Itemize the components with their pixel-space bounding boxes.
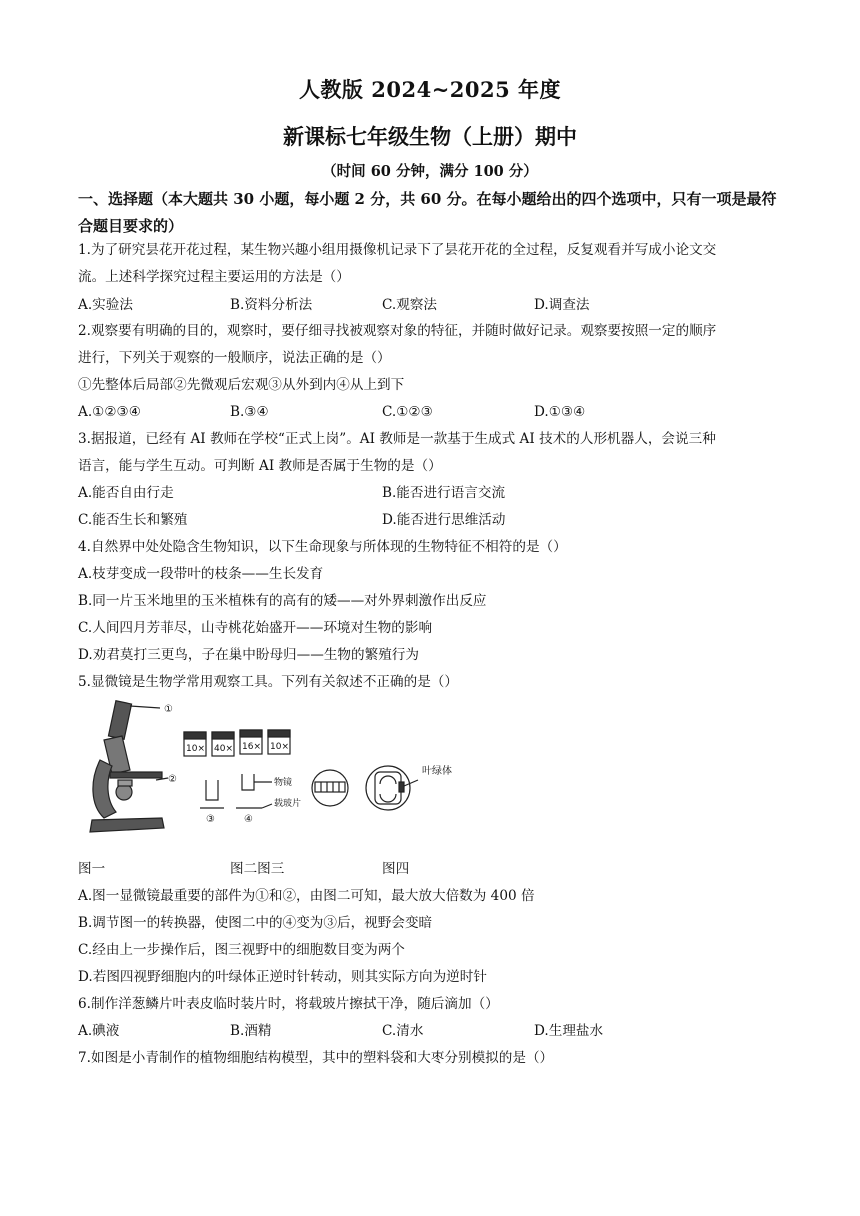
microscope-drawing [90, 701, 168, 832]
q1-option-a: A.实验法 [78, 297, 133, 313]
exam-info: （时间 60 分钟，满分 100 分） [322, 163, 538, 180]
q1-line1: 1.为了研究昙花开花过程，某生物兴趣小组用摄像机记录下了昙花开花的全过程，反复观看并写成小论文交 [78, 242, 717, 258]
q3-line1: 3.据报道，已经有 AI 教师在学校“正式上岗”。AI 教师是一款基于生成式 AI 技术的人形机器人，会说三种 [78, 431, 716, 447]
q2-line3: ①先整体后局部②先微观后宏观③从外到内④从上到下 [78, 377, 405, 393]
q4-option-a: A.枝芽变成一段带叶的枝条——生长发育 [78, 566, 324, 582]
fig-caption-2-3: 图二图三 [230, 861, 285, 877]
q1-option-b: B.资料分析法 [230, 297, 313, 313]
q4-option-b: B.同一片玉米地里的玉米植株有的高有的矮——对外界刺激作出反应 [78, 593, 487, 609]
objective-label: 物镜 [274, 778, 293, 788]
callout-1: ① [164, 704, 173, 715]
lens-label-1: 10× [186, 744, 205, 754]
q5-option-b: B.调节图一的转换器，使图二中的④变为③后，视野会变暗 [78, 915, 433, 931]
q2-option-d: D.①③④ [534, 404, 586, 420]
q5-option-c: C.经由上一步操作后，图三视野中的细胞数目变为两个 [78, 942, 405, 958]
q6-option-b: B.酒精 [230, 1023, 272, 1039]
lens-label-2: 40× [214, 744, 233, 754]
q7-line1: 7.如图是小青制作的植物细胞结构模型，其中的塑料袋和大枣分别模拟的是（） [78, 1050, 554, 1066]
chloroplast-cell [366, 766, 418, 810]
q6-option-a: A.碘液 [78, 1023, 120, 1039]
callout-4: ④ [244, 814, 253, 825]
q3-option-a: A.能否自由行走 [78, 485, 174, 501]
field-of-view-cells [312, 770, 348, 806]
q2-option-b: B.③④ [230, 404, 269, 420]
slide-label: 载玻片 [274, 799, 302, 809]
q2-line1: 2.观察要有明确的目的，观察时，要仔细寻找被观察对象的特征，并随时做好记录。观察要按照一定的顺序 [78, 323, 717, 339]
callout-2: ② [168, 774, 177, 785]
objective-distance-diagram [200, 774, 272, 808]
chloroplast-label: 叶绿体 [422, 766, 452, 777]
q1-line2: 流。上述科学探究过程主要运用的方法是（） [78, 269, 350, 285]
fig-caption-4: 图四 [382, 861, 410, 877]
exam-title-line2: 新课标七年级生物（上册）期中 [283, 124, 577, 149]
q3-line2: 语言，能与学生互动。可判断 AI 教师是否属于生物的是（） [78, 458, 442, 474]
lens-label-3: 16× [242, 742, 261, 752]
q6-line1: 6.制作洋葱鳞片叶表皮临时装片时，将载玻片擦拭干净，随后滴加（） [78, 996, 499, 1012]
exam-title-line1: 人教版 2024~2025 年度 [298, 77, 562, 102]
q1-option-d: D.调查法 [534, 297, 590, 313]
q3-option-c: C.能否生长和繁殖 [78, 512, 188, 528]
q5-option-a: A.图一显微镜最重要的部件为①和②，由图二可知，最大放大倍数为 400 倍 [78, 888, 535, 904]
q3-option-b: B.能否进行语言交流 [382, 485, 506, 501]
callout-3: ③ [206, 814, 215, 825]
fig-caption-1: 图一 [78, 861, 106, 877]
q4-option-c: C.人间四月芳菲尽，山寺桃花始盛开——环境对生物的影响 [78, 620, 433, 636]
q2-line2: 进行，下列关于观察的一般顺序，说法正确的是（） [78, 350, 391, 366]
q6-option-d: D.生理盐水 [534, 1023, 604, 1039]
q3-option-d: D.能否进行思维活动 [382, 512, 506, 528]
q1-option-c: C.观察法 [382, 297, 438, 313]
q4-option-d: D.劝君莫打三更鸟，子在巢中盼母归——生物的繁殖行为 [78, 647, 419, 663]
lens-label-4: 10× [270, 742, 289, 752]
q6-option-c: C.清水 [382, 1023, 424, 1039]
section-heading: 一、选择题（本大题共 30 小题，每小题 2 分，共 60 分。在每小题给出的四个选项中，只有一项是最符合题目要求的） [78, 190, 777, 235]
microscope-figure [82, 700, 452, 850]
q2-option-c: C.①②③ [382, 404, 433, 420]
q5-line1: 5.显微镜是生物学常用观察工具。下列有关叙述不正确的是（） [78, 674, 458, 690]
q4-line1: 4.自然界中处处隐含生物知识，以下生命现象与所体现的生物特征不相符的是（） [78, 539, 567, 555]
q2-option-a: A.①②③④ [78, 404, 141, 420]
q5-option-d: D.若图四视野细胞内的叶绿体正逆时针转动，则其实际方向为逆时针 [78, 969, 487, 985]
